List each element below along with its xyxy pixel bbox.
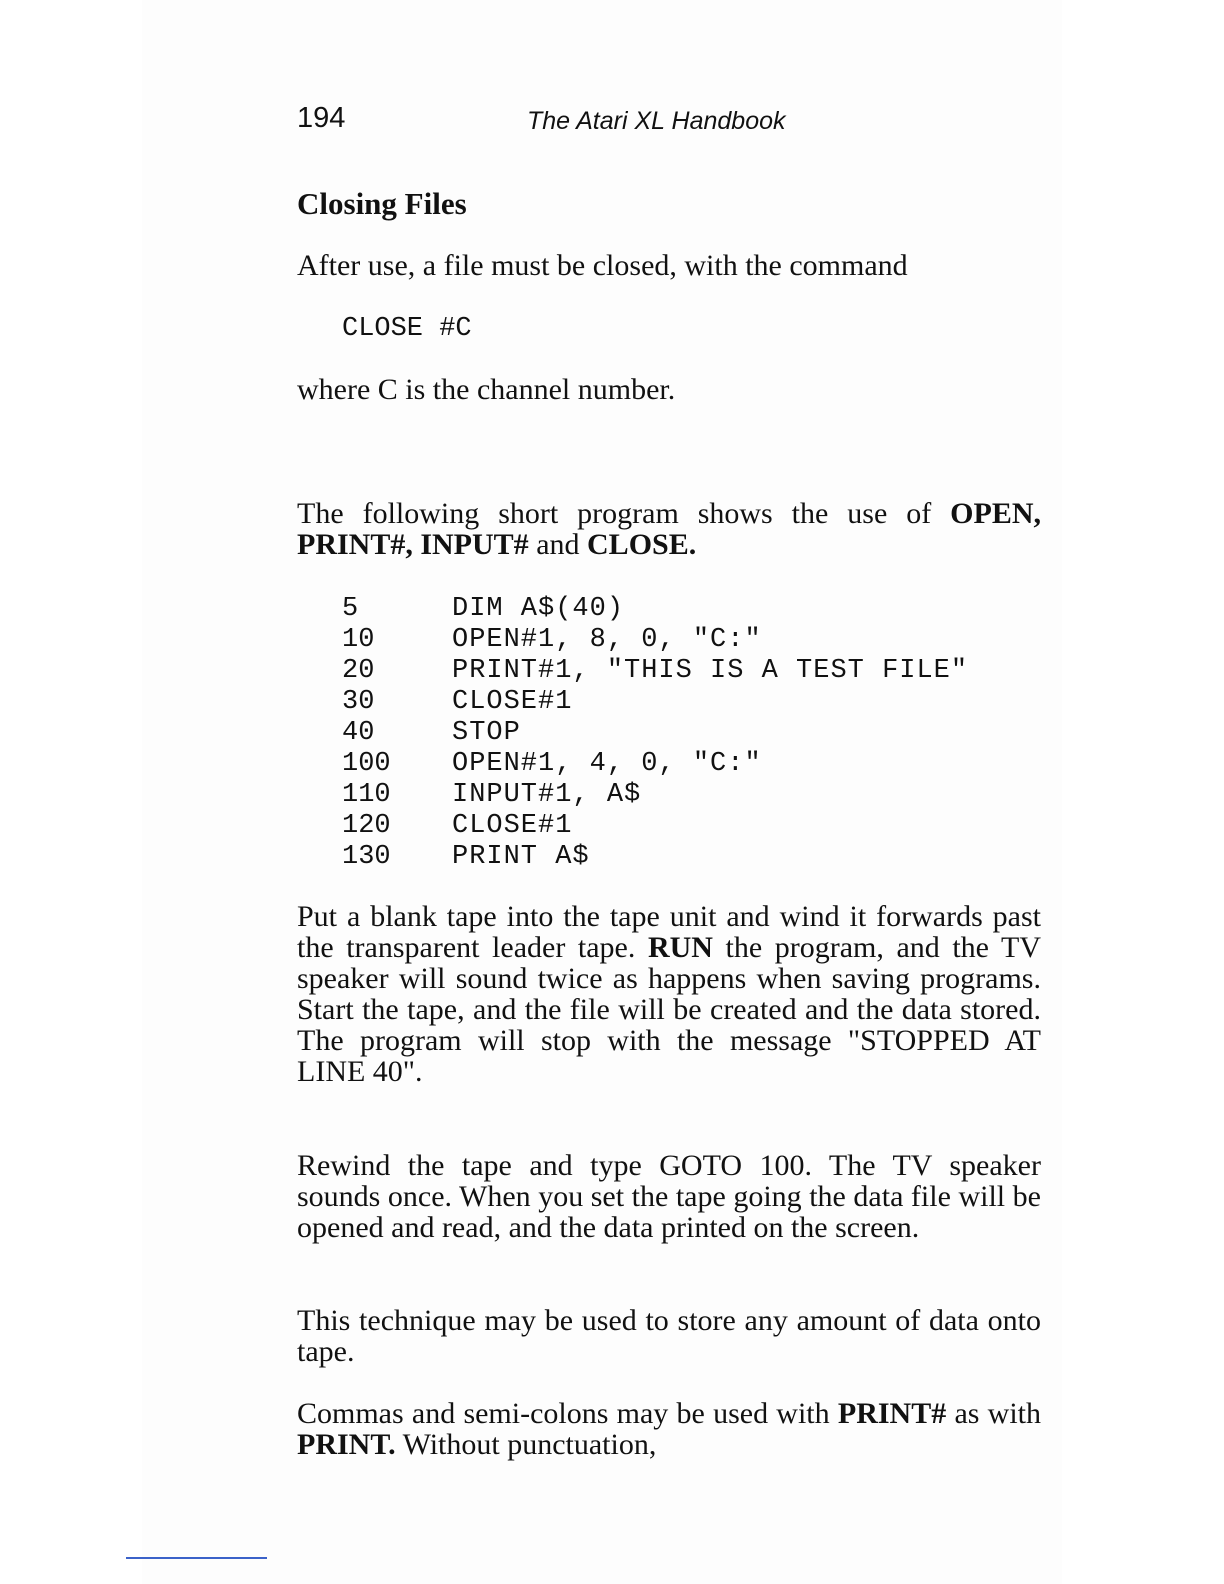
line-number: 40 bbox=[342, 717, 375, 748]
statement: CLOSE#1 bbox=[452, 686, 573, 717]
keyword-run: RUN bbox=[647, 931, 713, 964]
explanation-paragraph: where C is the channel number. bbox=[297, 373, 676, 406]
line-number: 120 bbox=[342, 810, 391, 841]
statement: DIM A$(40) bbox=[452, 593, 625, 624]
run-instructions-paragraph bbox=[297, 901, 1041, 1087]
close-command: CLOSE #C bbox=[342, 314, 472, 344]
program-line bbox=[342, 593, 968, 624]
footer-rule bbox=[126, 1557, 267, 1559]
page-number: 194 bbox=[297, 102, 346, 134]
running-title: The Atari XL Handbook bbox=[527, 107, 786, 135]
statement: PRINT A$ bbox=[452, 841, 590, 872]
statement: PRINT#1, "THIS IS A TEST FILE" bbox=[452, 655, 969, 686]
paragraph-text: the program, and the TV speaker will sound twice as happens when saving programs. Start the tape, and the file will be created and the data stored. The program will stop with the message "STOPPED AT LINE 40". bbox=[297, 931, 1042, 1088]
line-number: 20 bbox=[342, 655, 375, 686]
program-line bbox=[342, 717, 968, 748]
line-number: 10 bbox=[342, 624, 375, 655]
program-line bbox=[342, 686, 968, 717]
line-number: 30 bbox=[342, 686, 375, 717]
paragraph-text: Commas and semi-colons may be used with bbox=[297, 1397, 830, 1430]
statement: OPEN#1, 4, 0, "C:" bbox=[452, 748, 762, 779]
program-line bbox=[342, 779, 968, 810]
program-intro-text: The following short program shows the use of bbox=[297, 497, 932, 530]
keyword-input: INPUT# bbox=[420, 528, 529, 561]
program-line bbox=[342, 748, 968, 779]
paragraph-text: Put a blank tape into the tape unit and wind it forwards past the transparent leader tape. bbox=[297, 900, 1041, 964]
program-line bbox=[342, 810, 968, 841]
keyword-print: PRINT#, bbox=[297, 528, 413, 561]
line-number: 5 bbox=[342, 593, 359, 624]
program-intro-paragraph bbox=[297, 498, 1041, 560]
line-number: 110 bbox=[342, 779, 391, 810]
statement: STOP bbox=[452, 717, 521, 748]
rewind-paragraph: Rewind the tape and type GOTO 100. The TV speaker sounds once. When you set the tape going the data file will be opened and read, and the data printed on the screen. bbox=[297, 1149, 1041, 1244]
section-heading: Closing Files bbox=[297, 186, 467, 221]
program-line bbox=[342, 841, 968, 872]
punctuation-paragraph bbox=[297, 1398, 1041, 1460]
paragraph-text: Without punctuation, bbox=[402, 1428, 657, 1461]
intro-paragraph: After use, a file must be closed, with the command bbox=[297, 249, 908, 282]
program-line bbox=[342, 655, 968, 686]
statement: OPEN#1, 8, 0, "C:" bbox=[452, 624, 762, 655]
program-listing bbox=[342, 593, 968, 872]
statement: INPUT#1, A$ bbox=[452, 779, 642, 810]
paragraph-text: as with bbox=[954, 1397, 1042, 1430]
program-line bbox=[342, 624, 968, 655]
word-and: and bbox=[536, 528, 580, 561]
keyword-close: CLOSE. bbox=[587, 528, 697, 561]
keyword-open: OPEN, bbox=[950, 497, 1042, 530]
keyword-print-hash: PRINT# bbox=[837, 1397, 947, 1430]
keyword-print: PRINT. bbox=[297, 1428, 396, 1461]
technique-paragraph: This technique may be used to store any amount of data onto tape. bbox=[297, 1304, 1041, 1368]
line-number: 100 bbox=[342, 748, 391, 779]
line-number: 130 bbox=[342, 841, 391, 872]
statement: CLOSE#1 bbox=[452, 810, 573, 841]
